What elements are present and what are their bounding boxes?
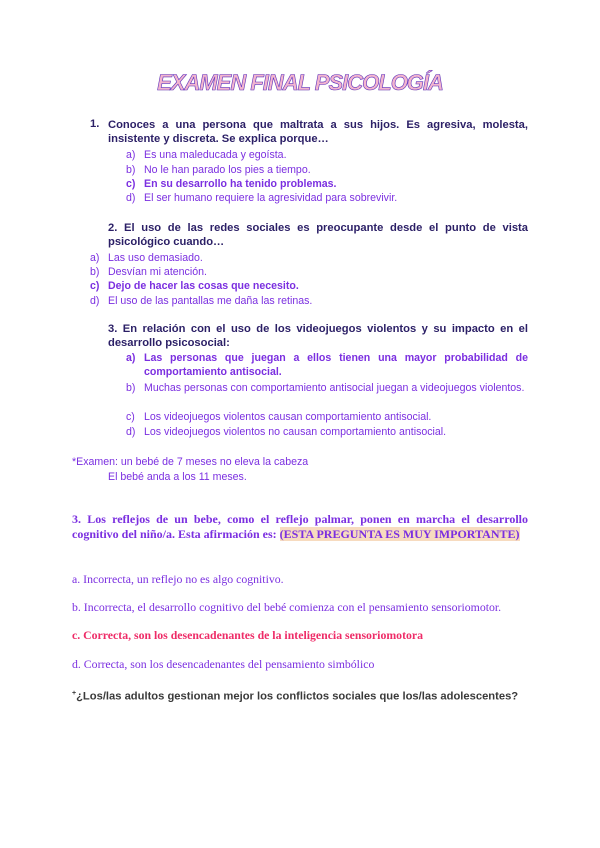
note-line-1: *Examen: un bebé de 7 meses no eleva la cabeza — [72, 456, 309, 468]
q3b-option-c-correct: c. Correcta, son los desencadenantes de la inteligencia sensoriomotora — [72, 628, 424, 642]
q3b-option-d: d. Correcta, son los desencadenantes del pensamiento simbólico — [72, 657, 375, 671]
q3b-option-a: a. Incorrecta, un reflejo no es algo cognitivo. — [72, 572, 284, 586]
q3-text: 3. En relación con el uso de los videojuegos violentos y su impacto en el desarrollo psicosocial: — [108, 323, 528, 349]
last-question — [72, 686, 528, 705]
last-question-text: ¿Los/las adultos gestionan mejor los conflictos sociales que los/las adolescentes? — [76, 690, 519, 703]
q1-number: 1. — [90, 118, 100, 130]
q3b-option-b: b. Incorrecta, el desarrollo cognitivo del bebé comienza con el pensamiento sensoriomotor. — [72, 600, 502, 614]
last-question-marker: + — [72, 690, 77, 697]
page-title: EXAMEN FINAL PSICOLOGÍA — [157, 70, 443, 95]
document-page: EXAMEN FINAL PSICOLOGÍA 1. Conoces a una persona que maltrata a sus hijos. Es agresiva, molesta, insistente y discreta. Se explica porque… a) Es una maleducada y egoísta. b) No le han parado los pies a tiempo. c) En su desarrollo ha tenido problemas. d) El ser humano requiere la agresividad para sobrevivir. 2. El uso de las redes sociales es preocupante desde el punto de vista psicológico cuando… a) Las uso demasiado. b) Desvían mi atención. c) Dejo de hacer las cosas que necesito. d) El uso de las pantallas me daña las retinas. 3. En relación con el uso de los videojuegos violentos y su impacto en el desarrollo psicosocial: a) Las personas que juegan a ellos tienen una mayor probabilidad de comportamiento antisocial. b) Muchas personas con comportamiento antisocial juegan a videojuegos violentos. c) Los videojuegos violentos causan comportamiento antisocial. d) Los videojuegos violentos no causan comportamiento antisocial. *Examen: un bebé de 7 meses no eleva la cabeza El bebé anda a los 11 meses. 3. Los reflejos de un bebe, como el reflejo palmar, ponen en marcha el desarrollo cognitivo del niño/a. Esta afirmación es: (ESTA PREGUNTA ES MUY IMPORTANTE) a. Incorrecta, un reflejo no es algo cognitivo. b. Incorrecta, el desarrollo cognitivo del bebé comienza con el pensamiento sensoriomotor. c. Correcta, son los desencadenantes de la inteligencia sensoriomotora d. Correcta, son los desencadenantes del pensamiento simbólico +¿Los/las adultos gestionan mejor los conflictos sociales que los/las adolescentes? — [0, 0, 600, 848]
q2-text: 2. El uso de las redes sociales es preocupante desde el punto de vista psicológico cuando… — [108, 222, 528, 248]
q1-text: Conoces a una persona que maltrata a sus hijos. Es agresiva, molesta, insistente y discreta. Se explica porque… — [108, 119, 528, 145]
note-line-2: El bebé anda a los 11 meses. — [108, 471, 247, 483]
q3b-important-highlight: (ESTA PREGUNTA ES MUY IMPORTANTE) — [279, 527, 520, 541]
q3b-text — [72, 512, 528, 542]
q3b-statement: 3. Los reflejos de un bebe, como el reflejo palmar, ponen en marcha el desarrollo cognitivo del niño/a. Esta afirmación es: — [72, 512, 528, 541]
